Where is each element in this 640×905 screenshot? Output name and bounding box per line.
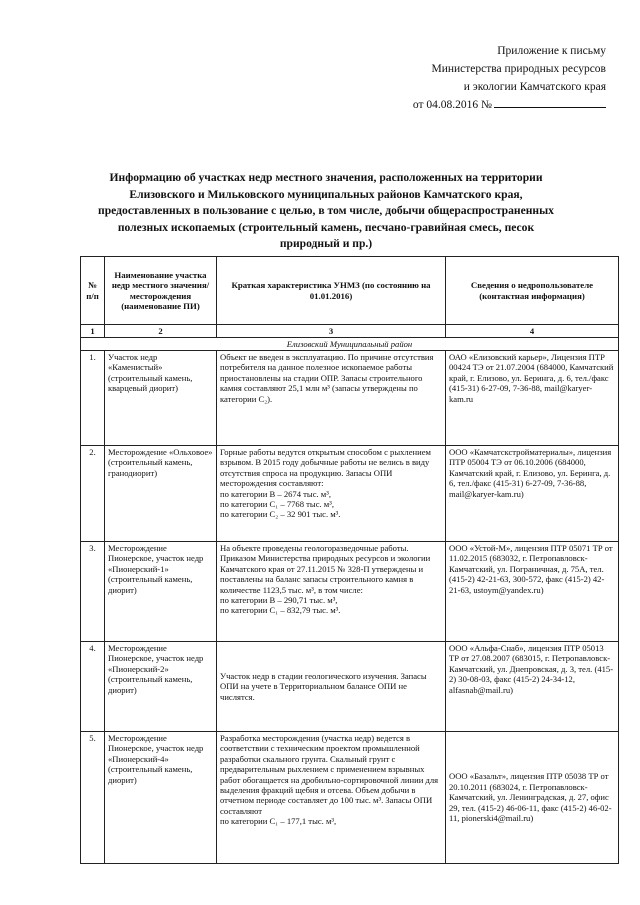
column-number-row: [81, 325, 619, 338]
plot-description: [217, 351, 446, 446]
col-number: 1: [81, 325, 105, 338]
plot-name: Месторождение Пионерское, участок недр «Пионерский-1» (строительный камень, диорит): [105, 542, 217, 642]
appendix-line-4: [413, 96, 606, 114]
appendix-line-3: и экологии Камчатского края: [463, 81, 606, 93]
description-line: Объект не введен в эксплуатацию. По причине отсутствия потребителя на данное полезное ископаемое работы приостановлены на стадии ОПР. Запасы строительного камня составляют 25,1 млн м³ (запасы утверждены по категории С₂).: [220, 352, 434, 404]
plot-name: Участок недр «Каменистый» (строительный камень, кварцевый диорит): [105, 351, 217, 446]
header-num: № п/п: [81, 257, 105, 325]
table-row: [81, 642, 619, 732]
table-row: [81, 446, 619, 542]
district-name: Елизовский Муниципальный район: [81, 338, 619, 351]
table-row: [81, 732, 619, 864]
user-info: ООО «Базальт», лицензия ПТР 05038 ТР от 20.10.2011 (683024, г. Петропавловск-Камчатский, ул. Ленинградская, д. 27, офис 29, тел. (415-2) 46-06-11, факс (415-2) 46-02-11, pionerski4@mail.ru): [446, 732, 619, 864]
col-number: 3: [217, 325, 446, 338]
description-line: Горные работы ведутся открытым способом с рыхлением взрывом. В 2015 году добычные работы не велись в виду отсутствия спроса на продукцию. Запасы ОПИ месторождения составляют:: [220, 447, 431, 489]
appendix-date-label: от 04.08.2016 №: [412, 99, 492, 111]
description-line: На объекте проведены геологоразведочные работы. Приказом Министерства природных ресурсов и экологии Камчатского края от 27.11.2015 № 328-П утверждены и поставлены на баланс запасы строительного камня в количестве 1123,5 тыс. м³, в том числе:: [220, 543, 431, 595]
row-number: 3.: [81, 542, 105, 642]
row-number: 5.: [81, 732, 105, 864]
user-info: ООО «Камчатскстройматериалы», лицензия ПТР 05004 ТЭ от 06.10.2006 (684000, Камчатский край, г. Елизово, ул. Беринга, д. 6, тел./факс (415-31) 6-27-09, 7-36-88, mail@karyer-kam.ru): [446, 446, 619, 542]
description-line: по категории С₂ – 32 901 тыс. м³.: [220, 509, 341, 520]
table-row: [81, 542, 619, 642]
description-line: Разработка месторождения (участка недр) ведется в соответствии с техническим проектом промышленной разработки скального грунта. Скальный грунт с предварительным рыхлением с применением взрывных работ обогащается на дробильно-сортировочной линии для выделения фракций щебня и отсева. Объем добычи в отчетном периоде составляет до 100 тыс. м³. Запасы ОПИ составляют: [220, 733, 439, 816]
user-info: ООО «Устой-М», лицензия ПТР 05071 ТР от 11.02.2015 (683032, г. Петропавловск-Камчатский, ул. Пограничная, д. 75А, тел. (415-2) 42-21-63, 300-572, факс (415-2) 42-21-63, ustoym@yandex.ru): [446, 542, 619, 642]
subsoil-plots-table: [80, 256, 619, 864]
plot-name: Месторождение Пионерское, участок недр «Пионерский-2» (строительный камень, диорит): [105, 642, 217, 732]
description-line: по категории В – 2674 тыс. м³,: [220, 488, 331, 499]
row-number: 1.: [81, 351, 105, 446]
plot-name: Месторождение Пионерское, участок недр «Пионерский-4» (строительный камень, диорит): [105, 732, 217, 864]
header-desc: Краткая характеристика УНМЗ (по состоянию на 01.01.2016): [217, 257, 446, 325]
plot-description: [217, 642, 446, 732]
number-blank-line: [494, 97, 606, 108]
appendix-line-2: Министерства природных ресурсов: [431, 63, 606, 75]
table-header-row: [81, 257, 619, 325]
description-line: по категории С₁ – 7768 тыс. м³,: [220, 499, 334, 510]
description-line: по категории В – 290,71 тыс. м³,: [220, 595, 338, 606]
row-number: 2.: [81, 446, 105, 542]
description-line: по категории С₁ – 832,79 тыс. м³.: [220, 605, 341, 616]
plot-name: Месторождение «Ольховое» (строительный камень, гранодиорит): [105, 446, 217, 542]
row-number: 4.: [81, 642, 105, 732]
description-line: Участок недр в стадии геологического изучения. Запасы ОПИ на учете в Территориальном балансе ОПИ не числятся.: [220, 670, 427, 702]
plot-description: [217, 732, 446, 864]
document-title: Информацию об участках недр местного значения, расположенных на территории Елизовского и Мильковского муниципальных районов Камчатского края, предоставленных в пользование с целью, в том числе, добычи общераспространенных полезных ископаемых (строительный камень, песчано-гравийная смесь, песок природный и пр.): [98, 171, 554, 250]
user-info: ООО «Альфа-Снаб», лицензия ПТР 05013 ТР от 27.08.2007 (683015, г. Петропавловск-Камчатский, ул. Днепровская, д. 3, тел. (415-2) 30-08-03, факс (415-2) 24-34-12, alfasnab@mail.ru): [446, 642, 619, 732]
plot-description: [217, 446, 446, 542]
header-name: Наименование участка недр местного значения/ месторождения (наименование ПИ): [105, 257, 217, 325]
header-info: Сведения о недропользователе (контактная информация): [446, 257, 619, 325]
plot-description: [217, 542, 446, 642]
user-info: ОАО «Елизовский карьер», Лицензия ПТР 00424 ТЭ от 21.07.2004 (684000, Камчатский край, г. Елизово, ул. Беринга, д. 6, тел./факс (415-31) 6-27-09, 7-36-88, mail@karyer-kam.ru: [446, 351, 619, 446]
appendix-header: [413, 42, 606, 114]
col-number: 2: [105, 325, 217, 338]
district-row: [81, 338, 619, 351]
description-line: по категории С₁ – 177,1 тыс. м³,: [220, 816, 337, 827]
table-row: [81, 351, 619, 446]
appendix-line-1: Приложение к письму: [497, 45, 606, 57]
col-number: 4: [446, 325, 619, 338]
